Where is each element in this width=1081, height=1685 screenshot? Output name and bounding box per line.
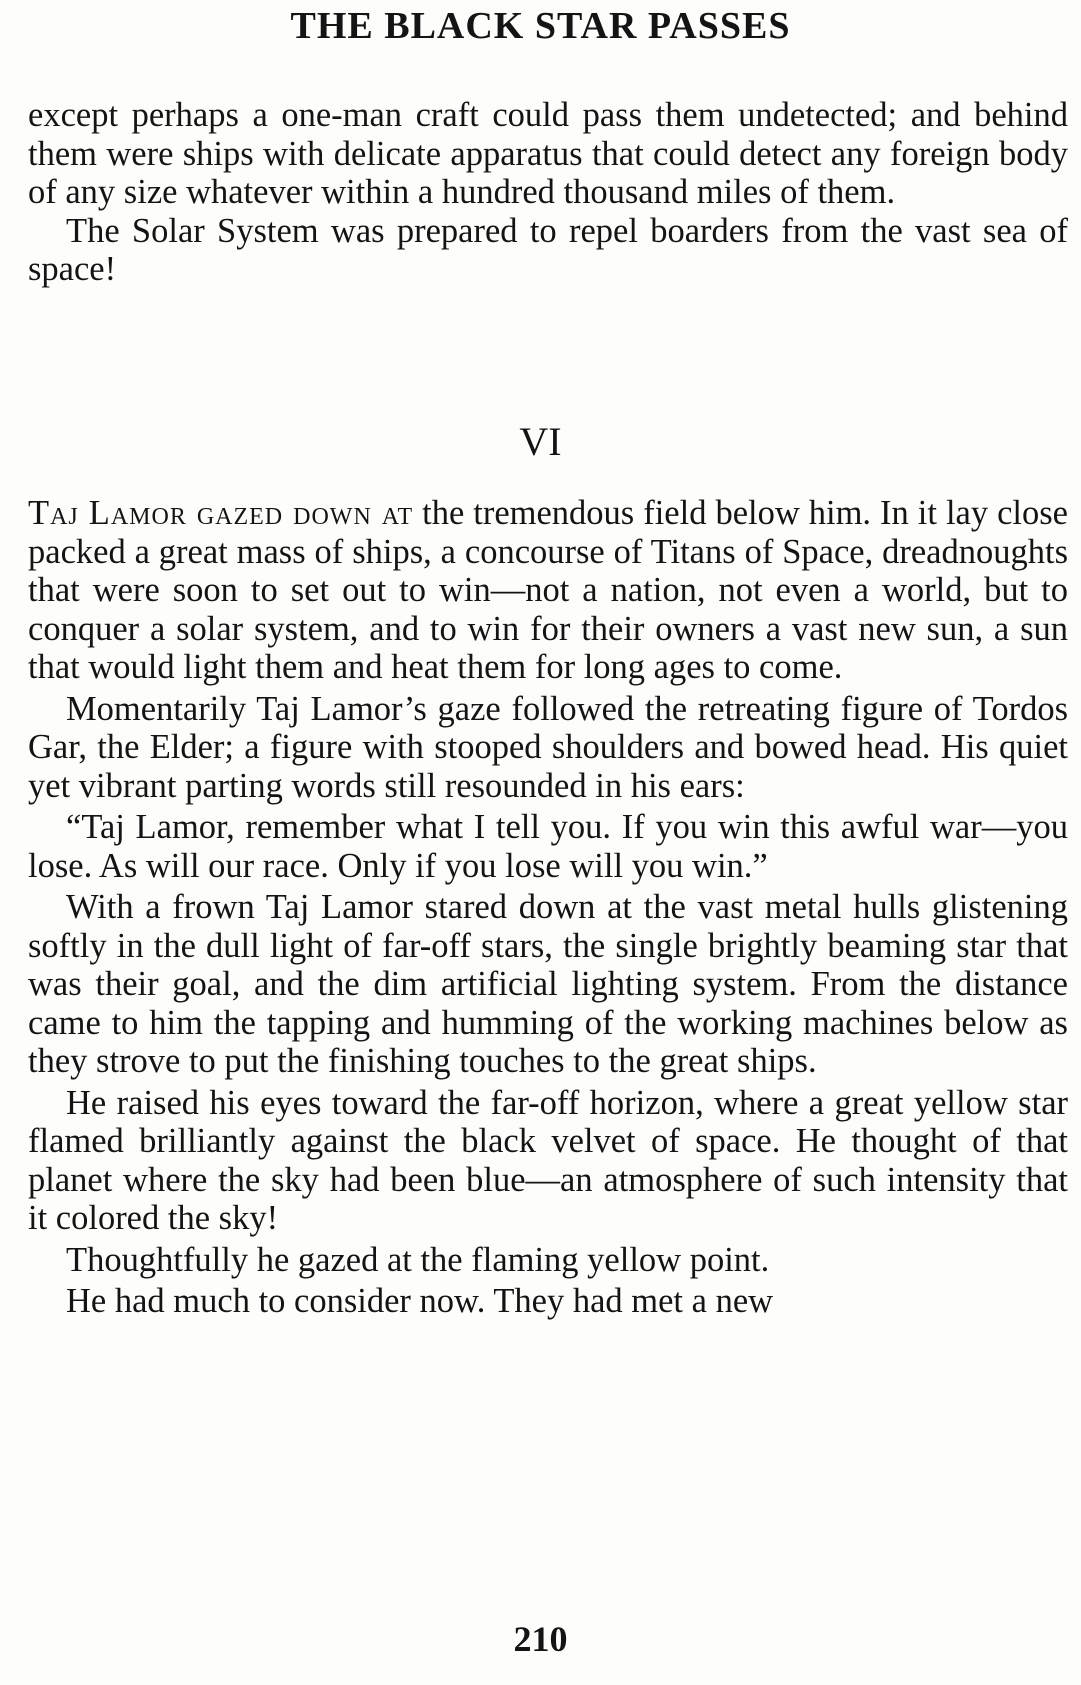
running-head-title: THE BLACK STAR PASSES <box>290 5 791 47</box>
chapter-number: VI <box>519 419 562 464</box>
paragraph: Momentarily Taj Lamor’s gaze followed the retreating figure of Tordos Gar, the Elder; a figure with stooped shoulders and bowed head. His quiet yet vibrant parting words still resounded in his ears: <box>28 689 1068 805</box>
chapter-text-block <box>28 494 1068 1324</box>
page-number: 210 <box>513 1619 568 1659</box>
paragraph-continued: except perhaps a one-man craft could pass them undetected; and behind them were ships with delicate apparatus that could detect any foreign body of any size whatever within a hundred thousand miles of them. <box>28 96 1068 211</box>
continued-text-block <box>28 96 1068 289</box>
chapter-opening-text: the tremendous field below him. In it lay close packed a great mass of ships, a concourse of Titans of Space, dreadnoughts that were soon to set out to win—not a nation, not even a world, but to conquer a solar system, and to win for their owners a vast new sun, a sun that would light them and heat them for long ages to come. <box>28 494 1068 686</box>
paragraph: “Taj Lamor, remember what I tell you. If you win this awful war—you lose. As will our race. Only if you lose will you win.” <box>28 808 1068 885</box>
paragraph: He had much to consider now. They had met a new <box>66 1282 774 1320</box>
chapter-opening-smallcaps: Taj Lamor gazed down at <box>28 494 414 532</box>
chapter-opening-paragraph <box>28 494 1068 687</box>
paragraph: He raised his eyes toward the far-off horizon, where a great yellow star flamed brilliantly against the black velvet of space. He thought of that planet where the sky had been blue—an atmosphere of such intensity that it colored the sky! <box>28 1083 1068 1237</box>
paragraph: The Solar System was prepared to repel boarders from the vast sea of space! <box>28 211 1068 288</box>
paragraph: Thoughtfully he gazed at the flaming yellow point. <box>66 1240 770 1279</box>
paragraph: With a frown Taj Lamor stared down at the vast metal hulls glistening softly in the dull light of far-off stars, the single brightly beaming star that was their goal, and the dim artificial lighting system. From the distance came to him the tapping and humming of the working machines below as they strove to put the finishing touches to the great ships. <box>28 888 1068 1080</box>
